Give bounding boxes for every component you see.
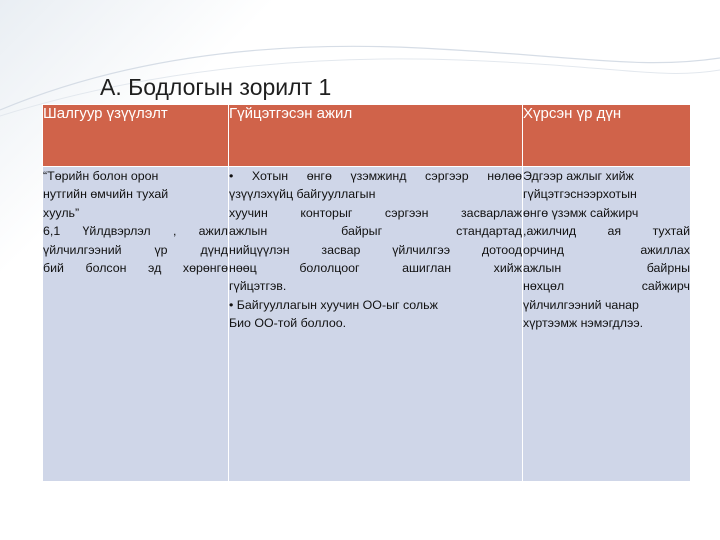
cell-line: нөхцөл сайжирч (523, 279, 690, 294)
cell-line: “Төрийн болон орон (43, 169, 159, 183)
cell-line: бий болсон эд хөрөнгө (43, 261, 228, 276)
cell-line: • Хотын өнгө үзэмжинд сэргээр нөлөө (229, 169, 522, 183)
content-table (42, 104, 691, 482)
cell-line: нөөц бололцоог ашиглан хийж (229, 261, 522, 276)
cell-line: 6,1 Үйлдвэрлэл , ажил (43, 224, 228, 239)
cell-result (523, 167, 691, 482)
header-criteria: Шалгуур үзүүлэлт (43, 105, 229, 167)
slide-title: А. Бодлогын зорилт 1 (100, 74, 332, 100)
cell-line: • Байгууллагын хуучин ОО-ыг сольж (229, 297, 438, 312)
cell-line: үйлчилгээний чанар (523, 297, 639, 312)
cell-line: ажлын байрыг стандартад (229, 224, 522, 239)
cell-line: ,ажилчид ая тухтай (523, 224, 690, 239)
cell-line: хуучин конторыг сэргээн засварлаж (229, 205, 522, 220)
cell-line: хүртээмж нэмэгдлээ. (523, 316, 644, 331)
cell-line: гүйцэтгэв. (229, 279, 287, 294)
cell-line: Био ОО-той боллоо. (229, 316, 347, 331)
cell-line: өнгө үзэмж сайжирч (523, 205, 639, 220)
cell-line: Эдгээр ажлыг хийж (523, 169, 634, 183)
header-work-done: Гүйцэтгэсэн ажил (229, 105, 523, 167)
header-result: Хүрсэн үр дүн (523, 105, 691, 167)
cell-line: гүйцэтгэснээрхотын (523, 187, 637, 202)
cell-line: үйлчилгээний үр дүнд (43, 242, 228, 257)
cell-line: нутгийн өмчийн тухай (43, 187, 169, 202)
cell-line: хууль” (43, 205, 80, 220)
cell-criteria (43, 167, 229, 482)
cell-line: ажлын байрны (523, 261, 690, 276)
table-row (43, 167, 691, 482)
cell-line: нийцүүлэн засвар үйлчилгээ дотоод (229, 242, 522, 257)
cell-line: орчинд ажиллах (523, 242, 690, 257)
cell-line: үзүүлэхүйц байгууллагын (229, 187, 376, 202)
cell-work-done (229, 167, 523, 482)
table-header-row (43, 105, 691, 167)
decorative-swoosh (0, 0, 720, 120)
